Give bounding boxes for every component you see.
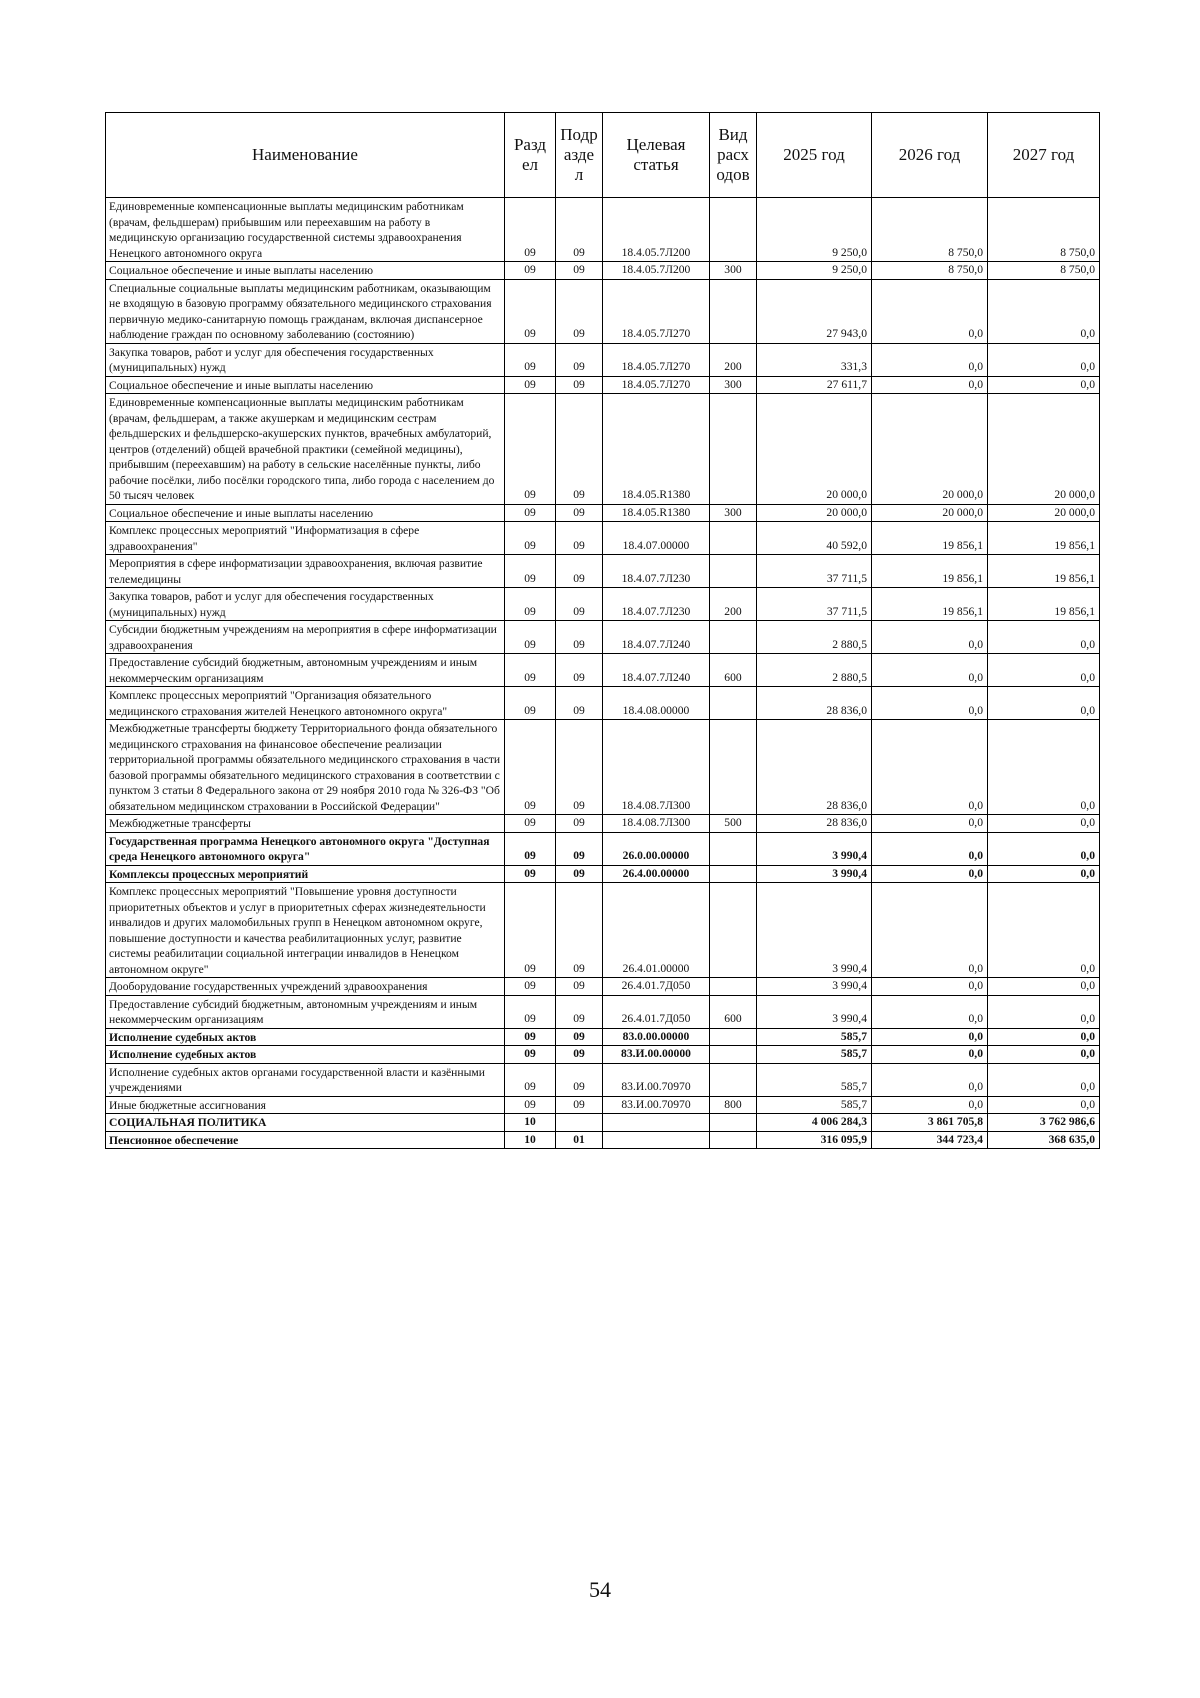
table-row: [106, 995, 1100, 1028]
row-subsection: [556, 1114, 603, 1132]
row-target: 18.4.07.7Л230: [603, 588, 710, 621]
row-subsection: 09: [556, 588, 603, 621]
row-subsection: 09: [556, 978, 603, 996]
row-target: 26.4.01.00000: [603, 883, 710, 978]
row-value-2025: 9 250,0: [757, 262, 872, 280]
row-name: Комплекс процессных мероприятий "Организация обязательного медицинского страхования жителей Ненецкого автономного округа": [106, 687, 505, 720]
row-target: 18.4.07.7Л240: [603, 621, 710, 654]
row-target: 83.И.00.70970: [603, 1063, 710, 1096]
table-row: [106, 504, 1100, 522]
row-value-2025: 585,7: [757, 1096, 872, 1114]
row-name: Пенсионное обеспечение: [106, 1131, 505, 1149]
row-subsection: 09: [556, 504, 603, 522]
row-value-2026: 19 856,1: [872, 522, 988, 555]
row-name: Предоставление субсидий бюджетным, автономным учреждениям и иным некоммерческим организациям: [106, 654, 505, 687]
header-subsection: Подр азде л: [556, 113, 603, 198]
row-value-2027: 0,0: [988, 978, 1100, 996]
row-value-2026: 0,0: [872, 621, 988, 654]
row-value-2027: 19 856,1: [988, 522, 1100, 555]
row-name: Закупка товаров, работ и услуг для обеспечения государственных (муниципальных) нужд: [106, 588, 505, 621]
table-row: [106, 394, 1100, 505]
row-name: Мероприятия в сфере информатизации здравоохранения, включая развитие телемедицины: [106, 555, 505, 588]
row-value-2027: 8 750,0: [988, 262, 1100, 280]
header-row: [106, 113, 1100, 198]
row-subsection: 09: [556, 279, 603, 343]
row-section: 09: [505, 1096, 556, 1114]
row-value-2027: 0,0: [988, 1046, 1100, 1064]
row-value-2025: 331,3: [757, 343, 872, 376]
row-expense-type: [710, 279, 757, 343]
row-subsection: 09: [556, 995, 603, 1028]
row-expense-type: [710, 522, 757, 555]
row-target: 18.4.05.7Л200: [603, 198, 710, 262]
row-expense-type: 300: [710, 504, 757, 522]
row-section: 09: [505, 883, 556, 978]
row-target: 18.4.05.R1380: [603, 504, 710, 522]
row-subsection: 09: [556, 832, 603, 865]
row-value-2026: 0,0: [872, 654, 988, 687]
row-value-2026: 19 856,1: [872, 555, 988, 588]
row-name: Предоставление субсидий бюджетным, автономным учреждениям и иным некоммерческим организациям: [106, 995, 505, 1028]
row-name: Исполнение судебных актов: [106, 1046, 505, 1064]
table-row: [106, 865, 1100, 883]
row-expense-type: [710, 1131, 757, 1149]
table-row: [106, 198, 1100, 262]
row-expense-type: [710, 687, 757, 720]
row-name: СОЦИАЛЬНАЯ ПОЛИТИКА: [106, 1114, 505, 1132]
row-name: Межбюджетные трансферты бюджету Территориального фонда обязательного медицинского страхования на финансовое обеспечение реализации территориальной программы обязательного медицинского страхования в части базовой программы обязательного медицинского страхования в соответствии с пунктом 3 статьи 8 Федерального закона от 29 ноября 2010 года № 326-ФЗ "Об обязательном медицинском страховании в Российской Федерации": [106, 720, 505, 815]
table-row: [106, 720, 1100, 815]
row-subsection: 09: [556, 394, 603, 505]
row-value-2027: 3 762 986,6: [988, 1114, 1100, 1132]
row-value-2025: 27 943,0: [757, 279, 872, 343]
row-value-2025: 3 990,4: [757, 995, 872, 1028]
row-section: 09: [505, 394, 556, 505]
row-name: Исполнение судебных актов органами государственной власти и казёнными учреждениями: [106, 1063, 505, 1096]
row-section: 09: [505, 1046, 556, 1064]
row-value-2025: 27 611,7: [757, 376, 872, 394]
row-value-2025: 37 711,5: [757, 588, 872, 621]
row-value-2025: 20 000,0: [757, 504, 872, 522]
row-value-2027: 0,0: [988, 621, 1100, 654]
row-value-2025: 28 836,0: [757, 815, 872, 833]
row-value-2027: 19 856,1: [988, 588, 1100, 621]
row-expense-type: [710, 555, 757, 588]
row-value-2027: 0,0: [988, 865, 1100, 883]
row-target: 26.4.01.7Д050: [603, 995, 710, 1028]
row-value-2027: 0,0: [988, 1063, 1100, 1096]
row-value-2026: 0,0: [872, 720, 988, 815]
row-value-2026: 0,0: [872, 343, 988, 376]
row-subsection: 09: [556, 720, 603, 815]
row-section: 09: [505, 815, 556, 833]
table-row: [106, 815, 1100, 833]
header-2026: 2026 год: [872, 113, 988, 198]
row-subsection: 09: [556, 815, 603, 833]
table-row: [106, 1046, 1100, 1064]
row-value-2026: 8 750,0: [872, 262, 988, 280]
row-section: 09: [505, 504, 556, 522]
table-row: [106, 654, 1100, 687]
row-expense-type: [710, 1114, 757, 1132]
table-row: [106, 1063, 1100, 1096]
row-target: 26.0.00.00000: [603, 832, 710, 865]
row-section: 10: [505, 1114, 556, 1132]
table-row: [106, 1096, 1100, 1114]
row-expense-type: 500: [710, 815, 757, 833]
row-section: 09: [505, 832, 556, 865]
budget-table: [105, 112, 1100, 1149]
table-row: [106, 621, 1100, 654]
row-expense-type: [710, 865, 757, 883]
row-value-2026: 344 723,4: [872, 1131, 988, 1149]
row-value-2026: 0,0: [872, 815, 988, 833]
row-expense-type: [710, 720, 757, 815]
table-row: [106, 883, 1100, 978]
row-value-2025: 20 000,0: [757, 394, 872, 505]
row-name: Исполнение судебных актов: [106, 1028, 505, 1046]
row-section: 09: [505, 995, 556, 1028]
table-row: [106, 279, 1100, 343]
header-section: Разд ел: [505, 113, 556, 198]
row-value-2027: 0,0: [988, 687, 1100, 720]
row-target: 18.4.08.7Л300: [603, 815, 710, 833]
row-value-2026: 0,0: [872, 995, 988, 1028]
row-expense-type: 200: [710, 588, 757, 621]
row-expense-type: [710, 883, 757, 978]
row-section: 09: [505, 279, 556, 343]
row-value-2025: 3 990,4: [757, 883, 872, 978]
row-value-2025: 28 836,0: [757, 687, 872, 720]
table-row: [106, 978, 1100, 996]
row-value-2027: 0,0: [988, 1028, 1100, 1046]
row-section: 09: [505, 262, 556, 280]
row-section: 09: [505, 555, 556, 588]
row-name: Дооборудование государственных учреждений здравоохранения: [106, 978, 505, 996]
row-value-2025: 28 836,0: [757, 720, 872, 815]
row-section: 09: [505, 865, 556, 883]
row-value-2027: 0,0: [988, 883, 1100, 978]
table-row: [106, 522, 1100, 555]
row-section: 09: [505, 687, 556, 720]
table-body: [106, 198, 1100, 1149]
row-value-2026: 20 000,0: [872, 394, 988, 505]
row-value-2027: 0,0: [988, 654, 1100, 687]
row-target: 83.И.00.00000: [603, 1046, 710, 1064]
row-value-2027: 20 000,0: [988, 504, 1100, 522]
row-target: 18.4.08.00000: [603, 687, 710, 720]
row-subsection: 01: [556, 1131, 603, 1149]
row-value-2026: 0,0: [872, 978, 988, 996]
row-target: 18.4.05.7Л200: [603, 262, 710, 280]
row-expense-type: 200: [710, 343, 757, 376]
header-target: Целевая статья: [603, 113, 710, 198]
row-target: 18.4.08.7Л300: [603, 720, 710, 815]
row-value-2026: 0,0: [872, 865, 988, 883]
row-target: [603, 1131, 710, 1149]
table-row: [106, 555, 1100, 588]
row-expense-type: [710, 978, 757, 996]
row-value-2025: 2 880,5: [757, 621, 872, 654]
row-section: 09: [505, 978, 556, 996]
row-value-2026: 0,0: [872, 687, 988, 720]
table-row: [106, 1028, 1100, 1046]
row-expense-type: [710, 394, 757, 505]
row-name: Специальные социальные выплаты медицинским работникам, оказывающим не входящую в базовую программу обязательного медицинского страхования первичную медико-санитарную помощь гражданам, включая диспансерное наблюдение граждан по основному заболеванию (состоянию): [106, 279, 505, 343]
row-expense-type: 600: [710, 995, 757, 1028]
row-value-2027: 0,0: [988, 995, 1100, 1028]
row-section: 09: [505, 588, 556, 621]
row-value-2026: 8 750,0: [872, 198, 988, 262]
row-subsection: 09: [556, 654, 603, 687]
row-value-2027: 368 635,0: [988, 1131, 1100, 1149]
row-subsection: 09: [556, 687, 603, 720]
row-target: 18.4.05.7Л270: [603, 343, 710, 376]
row-name: Комплекс процессных мероприятий "Информатизация в сфере здравоохранения": [106, 522, 505, 555]
table-row: [106, 343, 1100, 376]
page-number: 54: [589, 1577, 611, 1602]
row-target: [603, 1114, 710, 1132]
header-expense-type: Вид расх одов: [710, 113, 757, 198]
row-value-2025: 40 592,0: [757, 522, 872, 555]
row-section: 09: [505, 720, 556, 815]
row-expense-type: [710, 621, 757, 654]
row-target: 18.4.07.7Л240: [603, 654, 710, 687]
row-value-2027: 0,0: [988, 279, 1100, 343]
row-target: 18.4.05.7Л270: [603, 279, 710, 343]
row-name: Закупка товаров, работ и услуг для обеспечения государственных (муниципальных) нужд: [106, 343, 505, 376]
row-name: Межбюджетные трансферты: [106, 815, 505, 833]
row-subsection: 09: [556, 883, 603, 978]
row-subsection: 09: [556, 865, 603, 883]
row-subsection: 09: [556, 262, 603, 280]
row-section: 10: [505, 1131, 556, 1149]
row-subsection: 09: [556, 555, 603, 588]
row-section: 09: [505, 343, 556, 376]
row-value-2026: 0,0: [872, 1096, 988, 1114]
row-value-2026: 0,0: [872, 832, 988, 865]
row-expense-type: [710, 1028, 757, 1046]
table-row: [106, 1114, 1100, 1132]
table-row: [106, 376, 1100, 394]
row-value-2026: 0,0: [872, 1063, 988, 1096]
row-section: 09: [505, 1028, 556, 1046]
row-subsection: 09: [556, 343, 603, 376]
row-target: 83.0.00.00000: [603, 1028, 710, 1046]
row-value-2026: 0,0: [872, 883, 988, 978]
row-value-2027: 0,0: [988, 815, 1100, 833]
row-target: 18.4.05.R1380: [603, 394, 710, 505]
row-value-2025: 3 990,4: [757, 832, 872, 865]
row-value-2025: 37 711,5: [757, 555, 872, 588]
row-name: Иные бюджетные ассигнования: [106, 1096, 505, 1114]
row-target: 18.4.07.00000: [603, 522, 710, 555]
row-value-2027: 20 000,0: [988, 394, 1100, 505]
row-value-2026: 0,0: [872, 1046, 988, 1064]
row-expense-type: 600: [710, 654, 757, 687]
row-name: Государственная программа Ненецкого автономного округа "Доступная среда Ненецкого автономного округа": [106, 832, 505, 865]
row-subsection: 09: [556, 1028, 603, 1046]
row-target: 26.4.00.00000: [603, 865, 710, 883]
row-subsection: 09: [556, 1096, 603, 1114]
row-expense-type: [710, 198, 757, 262]
row-subsection: 09: [556, 376, 603, 394]
row-target: 26.4.01.7Д050: [603, 978, 710, 996]
row-value-2026: 20 000,0: [872, 504, 988, 522]
row-section: 09: [505, 654, 556, 687]
row-value-2025: 585,7: [757, 1028, 872, 1046]
row-value-2027: 0,0: [988, 1096, 1100, 1114]
row-target: 18.4.07.7Л230: [603, 555, 710, 588]
row-name: Социальное обеспечение и иные выплаты населению: [106, 376, 505, 394]
row-value-2025: 2 880,5: [757, 654, 872, 687]
row-value-2025: 585,7: [757, 1046, 872, 1064]
header-2027: 2027 год: [988, 113, 1100, 198]
row-section: 09: [505, 198, 556, 262]
row-value-2027: 0,0: [988, 720, 1100, 815]
row-expense-type: [710, 1063, 757, 1096]
row-value-2026: 19 856,1: [872, 588, 988, 621]
row-value-2026: 3 861 705,8: [872, 1114, 988, 1132]
row-name: Комплекс процессных мероприятий "Повышение уровня доступности приоритетных объектов и услуг в приоритетных сферах жизнедеятельности инвалидов и других маломобильных групп в Ненецком автономном округе, повышение доступности и качества реабилитационных услуг, развитие системы реабилитации социальной интеграции инвалидов в Ненецком автономном округе": [106, 883, 505, 978]
row-section: 09: [505, 376, 556, 394]
table-row: [106, 262, 1100, 280]
row-section: 09: [505, 522, 556, 555]
row-expense-type: 300: [710, 376, 757, 394]
table-row: [106, 687, 1100, 720]
row-value-2025: 9 250,0: [757, 198, 872, 262]
row-value-2026: 0,0: [872, 1028, 988, 1046]
row-expense-type: [710, 1046, 757, 1064]
row-section: 09: [505, 1063, 556, 1096]
row-subsection: 09: [556, 621, 603, 654]
row-name: Единовременные компенсационные выплаты медицинским работникам (врачам, фельдшерам, а также акушеркам и медицинским сестрам фельдшерских и фельдшерско-акушерских пунктов, врачебных амбулаторий, центров (отделений) общей врачебной практики (семейной медицины), прибывшим (переехавшим) на работу в сельские населённые пункты, либо рабочие посёлки, либо посёлки городского типа, либо города с населением до 50 тысяч человек: [106, 394, 505, 505]
row-name: Социальное обеспечение и иные выплаты населению: [106, 504, 505, 522]
table-row: [106, 1131, 1100, 1149]
row-subsection: 09: [556, 1046, 603, 1064]
table-row: [106, 588, 1100, 621]
row-value-2027: 8 750,0: [988, 198, 1100, 262]
row-value-2025: 585,7: [757, 1063, 872, 1096]
row-section: 09: [505, 621, 556, 654]
row-expense-type: 800: [710, 1096, 757, 1114]
row-name: Комплексы процессных мероприятий: [106, 865, 505, 883]
row-name: Субсидии бюджетным учреждениям на мероприятия в сфере информатизации здравоохранения: [106, 621, 505, 654]
row-target: 18.4.05.7Л270: [603, 376, 710, 394]
row-subsection: 09: [556, 522, 603, 555]
row-value-2025: 3 990,4: [757, 865, 872, 883]
header-2025: 2025 год: [757, 113, 872, 198]
row-value-2027: 0,0: [988, 376, 1100, 394]
row-value-2025: 316 095,9: [757, 1131, 872, 1149]
table-row: [106, 832, 1100, 865]
row-expense-type: 300: [710, 262, 757, 280]
row-value-2027: 19 856,1: [988, 555, 1100, 588]
row-subsection: 09: [556, 1063, 603, 1096]
row-target: 83.И.00.70970: [603, 1096, 710, 1114]
row-name: Единовременные компенсационные выплаты медицинским работникам (врачам, фельдшерам) прибывшим или переехавшим на работу в медицинскую организацию государственной системы здравоохранения Ненецкого автономного округа: [106, 198, 505, 262]
row-value-2025: 3 990,4: [757, 978, 872, 996]
row-subsection: 09: [556, 198, 603, 262]
row-value-2027: 0,0: [988, 343, 1100, 376]
row-value-2025: 4 006 284,3: [757, 1114, 872, 1132]
row-name: Социальное обеспечение и иные выплаты населению: [106, 262, 505, 280]
row-value-2026: 0,0: [872, 376, 988, 394]
row-value-2026: 0,0: [872, 279, 988, 343]
row-value-2027: 0,0: [988, 832, 1100, 865]
header-name: Наименование: [106, 113, 505, 198]
row-expense-type: [710, 832, 757, 865]
